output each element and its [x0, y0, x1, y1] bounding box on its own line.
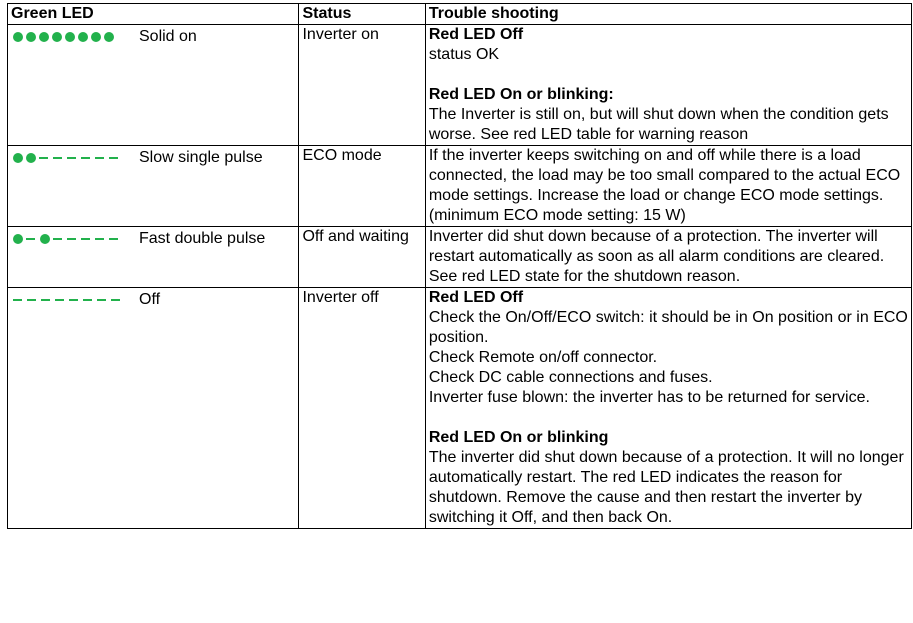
header-status: Status: [299, 4, 425, 25]
led-off-dash-icon: [53, 157, 62, 159]
led-off-dash-icon: [109, 238, 118, 240]
led-off-dash-icon: [95, 157, 104, 159]
led-on-dot-icon: [40, 234, 50, 244]
table-row: [8, 25, 912, 146]
led-indicator: [8, 148, 295, 168]
led-state-label: Slow single pulse: [139, 149, 263, 166]
led-state-label: Off: [139, 291, 161, 308]
trouble-text: The Inverter is still on, but will shut down when the condition gets worse. See red LED table for warning reason: [428, 106, 889, 143]
table-header-row: [8, 4, 912, 25]
led-off-dash-icon: [83, 299, 92, 301]
led-on-dot-icon: [65, 32, 75, 42]
led-off-dash-icon: [67, 157, 76, 159]
trouble-text: The inverter did shut down because of a protection. It will no longer automatically restart. The red LED indicates the reason for shutdown. Remove the cause and then restart the inverter by switching it Off, and then back On.: [428, 449, 904, 526]
trouble-text: If the inverter keeps switching on and off while there is a load connected, the load may be too small compared to the actual ECO mode settings. Increase the load or change ECO mode settings. (minimum ECO mode setting: 15 W): [428, 147, 901, 224]
led-on-dot-icon: [39, 32, 49, 42]
green-led-troubleshooting-table: [7, 3, 912, 529]
led-pattern-icon: [8, 153, 135, 163]
led-off-dash-icon: [55, 299, 64, 301]
status-cell: ECO mode: [299, 146, 425, 227]
trouble-text: Inverter did shut down because of a protection. The inverter will restart automatically as soon as all alarm conditions are cleared. See red LED state for the shutdown reason.: [428, 228, 885, 285]
trouble-shooting-cell: [425, 25, 911, 146]
led-on-dot-icon: [26, 32, 36, 42]
paragraph-spacer: [429, 408, 908, 428]
led-state-label: Fast double pulse: [139, 230, 266, 247]
trouble-text: Check the On/Off/ECO switch: it should be in On position or in ECO position.: [428, 309, 908, 346]
led-off-dash-icon: [111, 299, 120, 301]
table-row: [8, 146, 912, 227]
status-cell: Off and waiting: [299, 227, 425, 288]
trouble-text: Check DC cable connections and fuses.: [428, 369, 713, 386]
table-row: [8, 227, 912, 288]
status-cell: Inverter on: [299, 25, 425, 146]
green-led-cell: [8, 146, 299, 227]
led-on-dot-icon: [13, 32, 23, 42]
trouble-text: Inverter fuse blown: the inverter has to be returned for service.: [428, 389, 870, 406]
led-off-dash-icon: [69, 299, 78, 301]
led-off-dash-icon: [95, 238, 104, 240]
trouble-text: status OK: [428, 46, 500, 63]
green-led-cell: [8, 288, 299, 529]
trouble-shooting-cell: [425, 146, 911, 227]
green-led-cell: [8, 227, 299, 288]
led-off-dash-icon: [53, 238, 62, 240]
led-on-dot-icon: [13, 234, 23, 244]
led-on-dot-icon: [104, 32, 114, 42]
led-on-dot-icon: [13, 153, 23, 163]
led-off-dash-icon: [81, 238, 90, 240]
led-off-dash-icon: [39, 157, 48, 159]
led-off-dash-icon: [109, 157, 118, 159]
header-trouble-shooting: Trouble shooting: [425, 4, 911, 25]
trouble-text: Check Remote on/off connector.: [428, 349, 658, 366]
trouble-heading: Red LED Off: [428, 26, 524, 43]
trouble-heading: Red LED Off: [428, 289, 524, 306]
led-on-dot-icon: [78, 32, 88, 42]
led-pattern-icon: [8, 299, 135, 301]
trouble-shooting-cell: [425, 288, 911, 529]
table-row: [8, 288, 912, 529]
led-on-dot-icon: [91, 32, 101, 42]
green-led-cell: [8, 25, 299, 146]
led-off-dash-icon: [97, 299, 106, 301]
led-off-dash-icon: [67, 238, 76, 240]
led-pattern-icon: [8, 234, 135, 244]
trouble-shooting-cell: [425, 227, 911, 288]
led-on-dot-icon: [26, 153, 36, 163]
led-indicator: [8, 290, 295, 310]
led-indicator: [8, 229, 295, 249]
trouble-heading: Red LED On or blinking:: [428, 86, 614, 103]
led-off-dash-icon: [13, 299, 22, 301]
led-off-dash-icon: [81, 157, 90, 159]
led-off-dash-icon: [26, 238, 35, 240]
led-state-label: Solid on: [139, 28, 197, 45]
led-indicator: [8, 27, 295, 47]
led-off-dash-icon: [27, 299, 36, 301]
led-pattern-icon: [8, 32, 135, 42]
status-cell: Inverter off: [299, 288, 425, 529]
paragraph-spacer: [429, 65, 908, 85]
table-body: [8, 25, 912, 529]
led-off-dash-icon: [41, 299, 50, 301]
trouble-heading: Red LED On or blinking: [428, 429, 609, 446]
led-on-dot-icon: [52, 32, 62, 42]
header-green-led: Green LED: [8, 4, 299, 25]
